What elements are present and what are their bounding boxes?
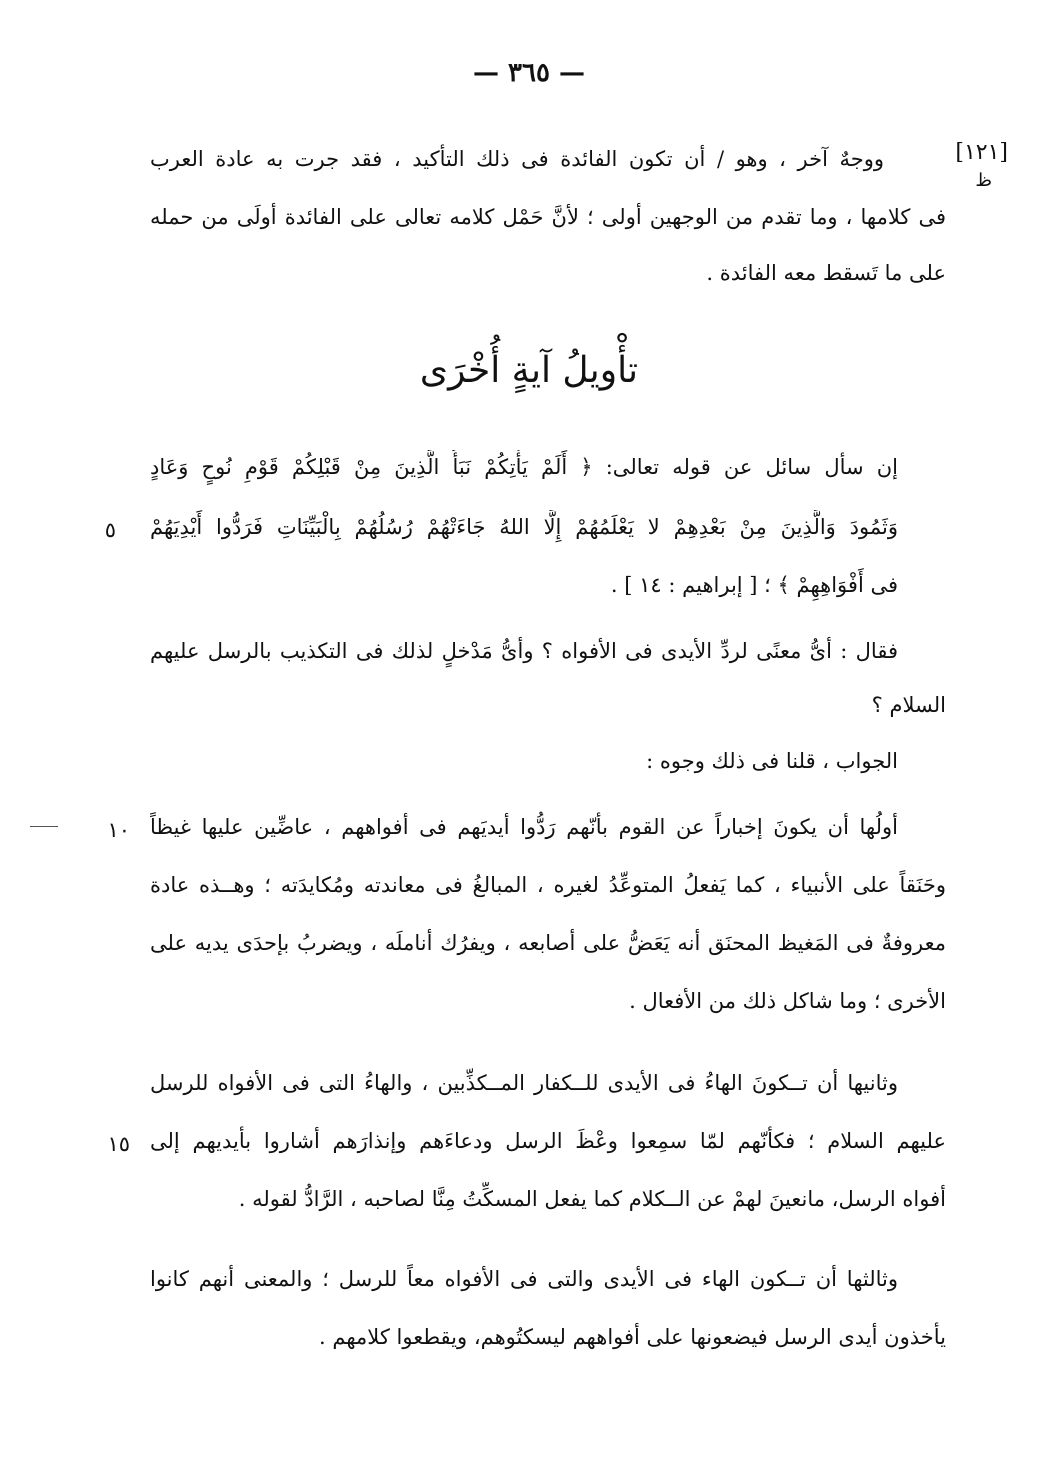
line-number-15: ١٥ bbox=[107, 1132, 130, 1156]
second-line-1: وثانيها أن تــكونَ الهاءُ فى الأيدى للــكفار المــكذِّبين ، والهاءُ التى فى الأفواه للرسل bbox=[150, 1071, 898, 1095]
page-number: — ٣٦٥ — bbox=[472, 58, 586, 88]
folio-reference: [١٢١] bbox=[955, 140, 1008, 165]
intro-line-3: على ما تَسقط معه الفائدة . bbox=[706, 261, 946, 285]
intro-line-2: فى كلامها ، وما تقدم من الوجهين أولى ؛ لأنَّ حَمْل كلامه تعالى على الفائدة أولَى من حمله bbox=[150, 205, 946, 229]
answer-line: الجواب ، قلنا فى ذلك وجوه : bbox=[646, 749, 898, 773]
margin-dash bbox=[30, 826, 58, 827]
verse-line-3: فى أَفْوَاهِهِمْ ﴾ ؛ [ إبراهيم : ١٤ ] . bbox=[610, 573, 898, 597]
first-line-1: أولُها أن يكونَ إخباراً عن القوم بأنّهم رَدُّوا أيديَهم فى أفواههم ، عاضِّين عليها غيظاً bbox=[150, 815, 898, 839]
third-line-2: يأخذون أيدى الرسل فيضعونها على أفواههم ليسكتُوهم، ويقطعوا كلامهم . bbox=[319, 1325, 946, 1349]
line-number-10: ١٠ bbox=[107, 818, 130, 842]
first-line-3: معروفةٌ فى المَغيظ المحنَق أنه يَعَضُّ على أصابعه ، ويفرُك أناملَه ، ويضربُ بإحدَى يديه على bbox=[150, 931, 946, 955]
second-line-3: أفواه الرسل، مانعينَ لهمْ عن الــكلام كما يفعل المسكِّتُ مِنَّا لصاحبه ، الرَّادُّ لقوله . bbox=[238, 1187, 946, 1211]
question-line-1: فقال : أىُّ معنًى لردِّ الأيدى فى الأفواه ؟ وأىُّ مَدْخلٍ لذلك فى التكذيب بالرسل عليهم bbox=[150, 639, 898, 663]
question-line-2: السلام ؟ bbox=[871, 693, 946, 717]
verse-line-1: إن سأل سائل عن قوله تعالى: ﴿ أَلَمْ يَأْتِكُمْ نَبَأُ الَّذِينَ مِنْ قَبْلِكُمْ قَوْمِ نُوحٍ وَعَادٍ bbox=[150, 455, 898, 479]
intro-line-1: ووجهٌ آخر ، وهو / أن تكون الفائدة فى ذلك التأكيد ، فقد جرت به عادة العرب bbox=[150, 147, 884, 171]
section-heading: تأْويلُ آيةٍ أُخْرَى bbox=[419, 350, 639, 391]
verse-line-2: وَثَمُودَ وَالَّذِينَ مِنْ بَعْدِهِمْ لا يَعْلَمُهُمْ إِلَّا اللهُ جَاءَتْهُمْ رُسُلُهُمْ بِالْبَيِّنَاتِ فَرَدُّوا أَيْدِيَهُمْ bbox=[150, 515, 898, 539]
line-number-5: ٥ bbox=[104, 518, 116, 542]
second-line-2: عليهم السلام ؛ فكأنّهم لمّا سمِعوا وعْظَ الرسل ودعاءَهم وإنذارَهم أشاروا بأيديهم إلى bbox=[150, 1129, 946, 1153]
first-line-2: وحَنَقاً على الأنبياء ، كما يَفعلُ المتوعِّدُ لغيره ، المبالغُ فى معاندته ومُكايدَته ؛ وهــذه عادة bbox=[150, 873, 946, 897]
folio-side-marker: ظ bbox=[975, 170, 992, 191]
first-line-4: الأخرى ؛ وما شاكل ذلك من الأفعال . bbox=[629, 989, 946, 1013]
third-line-1: وثالثها أن تــكون الهاء فى الأيدى والتى فى الأفواه معاً للرسل ؛ والمعنى أنهم كانوا bbox=[150, 1267, 898, 1291]
